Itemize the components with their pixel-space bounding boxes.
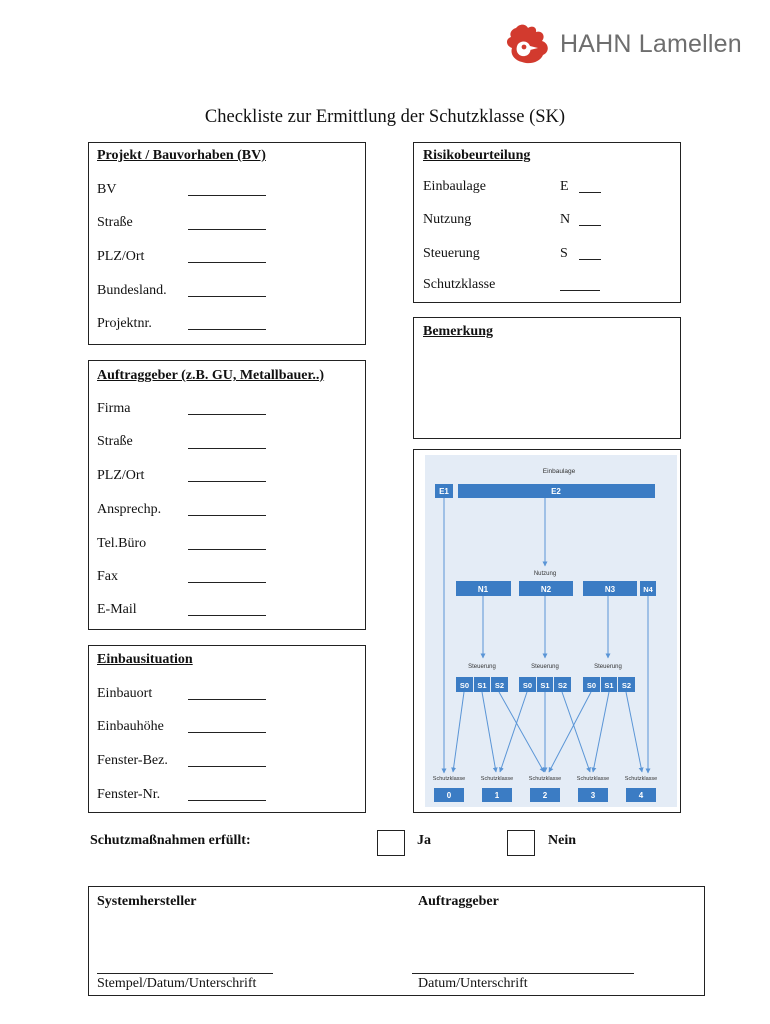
steuerung-label-2: Steuerung <box>531 664 559 670</box>
field-line-plz-ort[interactable] <box>188 481 266 482</box>
schutzklasse-label-1: Schutzklasse <box>480 776 514 782</box>
field-label-bundesland: Bundesland. <box>97 283 167 298</box>
e2-label: E2 <box>551 487 561 496</box>
field-line-bv[interactable] <box>188 195 266 196</box>
svg-text:S0: S0 <box>586 681 597 690</box>
svg-text:S0: S0 <box>522 681 533 690</box>
field-label-fenster-nr: Fenster-Nr. <box>97 787 161 802</box>
class-label-0: 0 <box>446 791 452 800</box>
schutzklasse-label-4: Schutzklasse <box>624 776 658 782</box>
field-line-einbauhoehe[interactable] <box>188 732 266 733</box>
company-logo <box>502 20 762 70</box>
svg-text:S2: S2 <box>494 681 505 690</box>
risiko-line-e[interactable] <box>579 192 601 193</box>
field-label-plz-ort: PLZ/Ort <box>97 249 145 264</box>
schutzklasse-label-0: Schutzklasse <box>432 776 466 782</box>
einbau-section <box>88 645 366 813</box>
risiko-section <box>413 142 681 303</box>
logo-text: HAHN Lamellen <box>560 30 742 58</box>
page-title: Checkliste zur Ermittlung der Schutzklasse (SK) <box>204 107 566 127</box>
einbaulage-label: Einbaulage <box>542 468 576 475</box>
projekt-heading: Projekt / Bauvorhaben (BV) <box>97 148 266 163</box>
class-label-3: 3 <box>590 791 596 800</box>
field-label-fax: Fax <box>97 569 118 584</box>
n3-label: N3 <box>604 585 616 594</box>
field-label-einbauort: Einbauort <box>97 686 153 701</box>
systemhersteller-caption: Stempel/Datum/Unterschrift <box>97 976 257 991</box>
rooster-logo-icon <box>502 22 554 66</box>
svg-text:S1: S1 <box>477 681 487 690</box>
field-line-firma[interactable] <box>188 414 266 415</box>
field-label-strasse: Straße <box>97 215 133 230</box>
risiko-heading: Risikobeurteilung <box>423 148 531 163</box>
field-line-fenster-bez[interactable] <box>188 766 266 767</box>
diagram-background <box>425 455 677 807</box>
ja-checkbox[interactable] <box>377 830 405 856</box>
nein-checkbox[interactable] <box>507 830 535 856</box>
field-label-email: E-Mail <box>97 602 137 617</box>
projekt-section <box>88 142 366 345</box>
auftraggeber-heading: Auftraggeber (z.B. GU, Metallbauer..) <box>97 368 325 383</box>
field-line-strasse[interactable] <box>188 448 266 449</box>
e1-label: E1 <box>439 487 449 496</box>
field-line-einbauort[interactable] <box>188 699 266 700</box>
s-group-2 <box>519 677 571 692</box>
field-label-strasse: Straße <box>97 434 133 449</box>
svg-text:S1: S1 <box>604 681 614 690</box>
steuerung-label-3: Steuerung <box>594 664 622 670</box>
einbau-heading: Einbausituation <box>97 652 193 667</box>
risiko-line-schutzklasse[interactable] <box>560 290 600 291</box>
field-label-bv: BV <box>97 182 117 197</box>
n2-label: N2 <box>540 585 552 594</box>
ja-label: Ja <box>417 833 431 848</box>
field-label-firma: Firma <box>97 401 131 416</box>
svg-text:S1: S1 <box>540 681 550 690</box>
field-line-ansprechp[interactable] <box>188 515 266 516</box>
risiko-label-einbaulage: Einbaulage <box>423 179 486 194</box>
auftraggeber-caption: Datum/Unterschrift <box>418 976 528 991</box>
field-label-plz-ort: PLZ/Ort <box>97 468 145 483</box>
auftraggeber-sign-heading: Auftraggeber <box>418 894 499 909</box>
schutzklasse-label-3: Schutzklasse <box>576 776 610 782</box>
field-line-fenster-nr[interactable] <box>188 800 266 801</box>
s-group-1 <box>456 677 508 692</box>
field-line-bundesland[interactable] <box>188 296 266 297</box>
svg-text:S0: S0 <box>459 681 470 690</box>
schutzklasse-label-2: Schutzklasse <box>528 776 562 782</box>
nutzung-label: Nutzung <box>533 571 557 577</box>
s-group-3 <box>583 677 635 692</box>
auftraggeber-section <box>88 360 366 630</box>
field-label-projektnr: Projektnr. <box>97 316 152 331</box>
steuerung-label-1: Steuerung <box>468 664 496 670</box>
risiko-line-s[interactable] <box>579 259 601 260</box>
svg-text:S2: S2 <box>621 681 632 690</box>
class-label-4: 4 <box>638 791 644 800</box>
risiko-line-n[interactable] <box>579 225 601 226</box>
risiko-label-steuerung: Steuerung <box>423 246 480 261</box>
field-line-email[interactable] <box>188 615 266 616</box>
bemerkung-heading: Bemerkung <box>423 324 493 339</box>
risiko-label-schutzklasse: Schutzklasse <box>423 277 496 292</box>
auftraggeber-signature-line[interactable] <box>412 973 634 974</box>
n1-label: N1 <box>477 585 489 594</box>
class-label-1: 1 <box>494 791 500 800</box>
risiko-label-nutzung: Nutzung <box>423 212 472 227</box>
systemhersteller-signature-line[interactable] <box>97 973 273 974</box>
field-label-tel-buero: Tel.Büro <box>97 536 147 551</box>
schutzklasse-diagram <box>425 455 677 807</box>
schutz-label: Schutzmaßnahmen erfüllt: <box>90 833 251 848</box>
nein-label: Nein <box>548 833 576 848</box>
field-line-projektnr[interactable] <box>188 329 266 330</box>
schutzklasse-diagram-frame <box>413 449 681 813</box>
field-label-fenster-bez: Fenster-Bez. <box>97 753 168 768</box>
svg-text:S2: S2 <box>557 681 568 690</box>
field-line-strasse[interactable] <box>188 229 266 230</box>
signature-section <box>88 886 705 996</box>
field-line-fax[interactable] <box>188 582 266 583</box>
systemhersteller-heading: Systemhersteller <box>97 894 197 909</box>
risiko-code-e: E <box>560 179 569 194</box>
risiko-code-s: S <box>560 246 568 261</box>
risiko-code-n: N <box>560 212 571 227</box>
class-label-2: 2 <box>542 791 548 800</box>
bemerkung-section <box>413 317 681 439</box>
field-line-tel-buero[interactable] <box>188 549 266 550</box>
field-label-einbauhoehe: Einbauhöhe <box>97 719 164 734</box>
field-label-ansprechp: Ansprechp. <box>97 502 162 517</box>
n4-label: N4 <box>643 585 653 594</box>
field-line-plz-ort[interactable] <box>188 262 266 263</box>
